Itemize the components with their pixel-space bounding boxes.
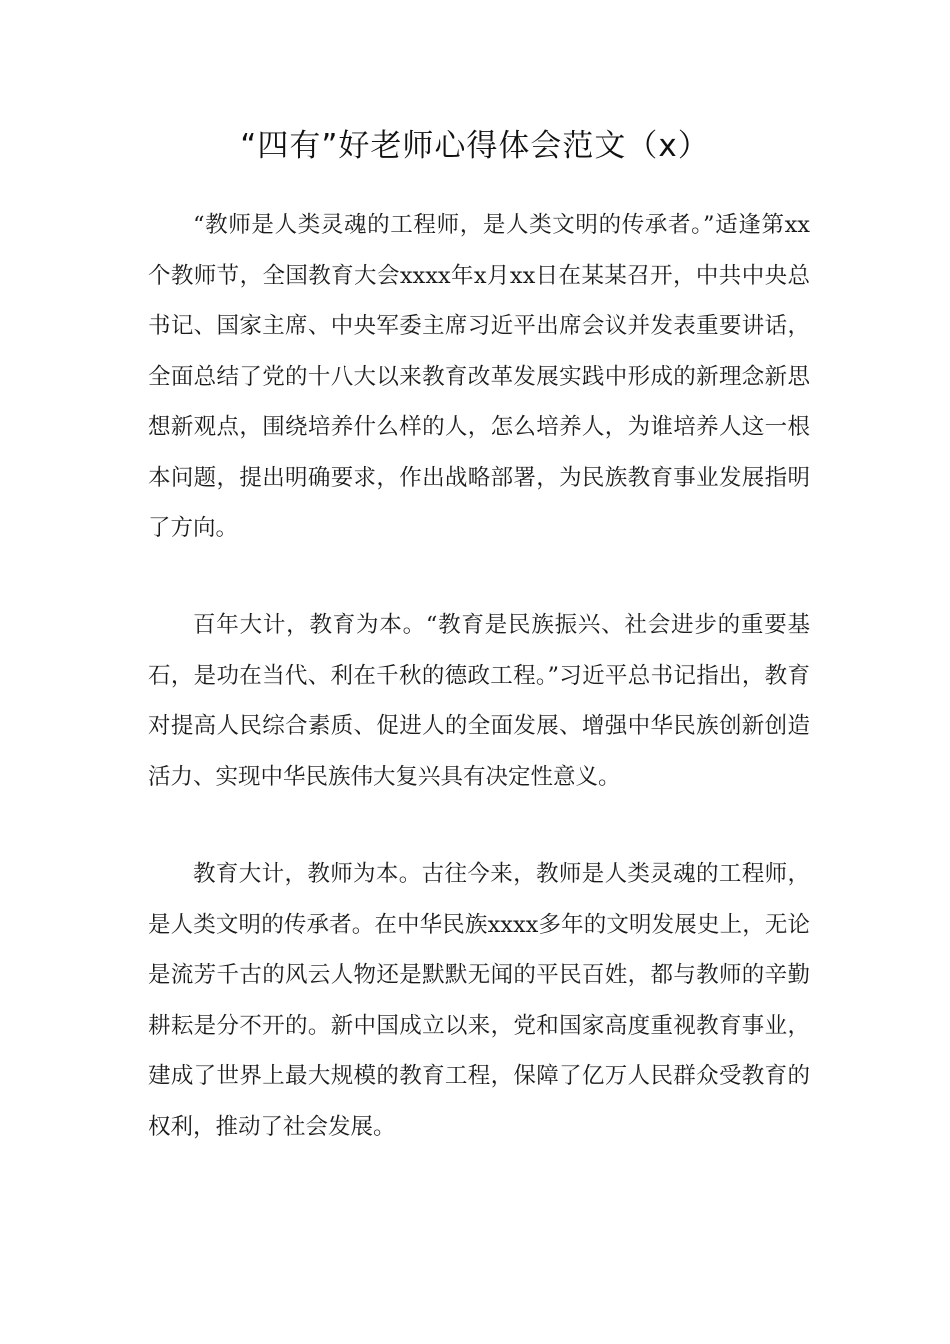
paragraph-1: “教师是人类灵魂的工程师，是人类文明的传承者。”适逢第xx个教师节，全国教育大会xxxx年x月xx日在某某召开，中共中央总书记、国家主席、中央军委主席习近平出席会议并发表重要讲话，全面总结了党的十八大以来教育改革发展实践中形成的新理念新思想新观点，围绕培养什么样的人，怎么培养人，为谁培养人这一根本问题，提出明确要求，作出战略部署，为民族教育事业发展指明了方向。 bbox=[148, 212, 810, 541]
paragraph-3: 教育大计，教师为本。古往今来，教师是人类灵魂的工程师，是人类文明的传承者。在中华民族xxxx多年的文明发展史上，无论是流芳千古的风云人物还是默默无闻的平民百姓，都与教师的辛勤耕耘是分不开的。新中国成立以来，党和国家高度重视教育事业，建成了世界上最大规模的教育工程，保障了亿万人民群众受教育的权利，推动了社会发展。 bbox=[148, 861, 810, 1140]
document-title: “四有”好老师心得体会范文（x） bbox=[240, 128, 710, 164]
paragraph-2: 百年大计，教育为本。“教育是民族振兴、社会进步的重要基石，是功在当代、利在千秋的德政工程。”习近平总书记指出，教育对提高人民综合素质、促进人的全面发展、增强中华民族创新创造活力、实现中华民族伟大复兴具有决定性意义。 bbox=[148, 612, 810, 790]
